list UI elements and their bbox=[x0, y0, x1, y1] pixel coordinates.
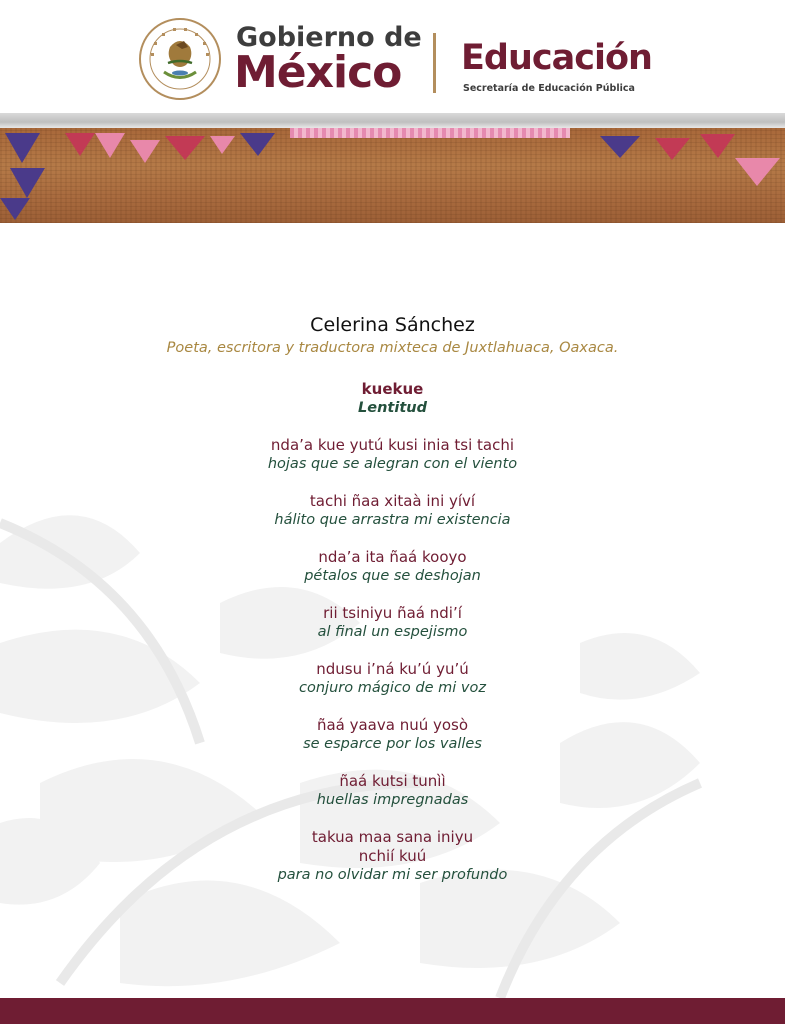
mexico-coat-of-arms-seal-icon bbox=[138, 17, 222, 101]
header-divider bbox=[433, 33, 436, 93]
gobierno-de-text: Gobierno de bbox=[236, 22, 422, 53]
verse-spanish: al final un espejismo bbox=[317, 624, 468, 640]
poem-content bbox=[0, 312, 785, 885]
poem-title-mixteco: kuekue bbox=[361, 380, 424, 398]
verse-mixteco: ndusu i’ná ku’ú yu’ú bbox=[316, 660, 469, 678]
textile-pattern bbox=[0, 128, 785, 223]
stanza bbox=[0, 436, 785, 474]
verse-mixteco: tachi ñaa xitaà ini yíví bbox=[309, 492, 476, 510]
sep-subtitle: Secretaría de Educación Pública bbox=[463, 83, 635, 94]
stanza bbox=[0, 548, 785, 586]
verse-mixteco: nchií kuú bbox=[358, 847, 427, 865]
verse-mixteco: rii tsiniyu ñaá ndi’í bbox=[323, 604, 462, 622]
verse-mixteco: nda’a ita ñaá kooyo bbox=[318, 548, 467, 566]
stanza bbox=[0, 604, 785, 642]
verse-spanish: hálito que arrastra mi existencia bbox=[274, 512, 511, 528]
stanza bbox=[0, 828, 785, 885]
stanza bbox=[0, 716, 785, 754]
verse-spanish: hojas que se alegran con el viento bbox=[267, 456, 518, 472]
mexico-text: México bbox=[234, 47, 402, 98]
poem-title-spanish: Lentitud bbox=[358, 400, 427, 416]
footer-bar bbox=[0, 998, 785, 1024]
verse-spanish: conjuro mágico de mi voz bbox=[299, 680, 486, 696]
header-shadow-bar bbox=[0, 113, 785, 128]
stanza bbox=[0, 492, 785, 530]
stanza bbox=[0, 660, 785, 698]
textile-banner-image bbox=[0, 128, 785, 223]
author-bio: Poeta, escritora y traductora mixteca de Juxtlahuaca, Oaxaca. bbox=[166, 340, 619, 356]
verse-spanish: pétalos que se deshojan bbox=[304, 568, 481, 584]
verse-spanish: se esparce por los valles bbox=[303, 736, 482, 752]
verse-mixteco: ñaá yaava nuú yosò bbox=[316, 716, 469, 734]
verse-mixteco: takua maa sana iniyu bbox=[311, 828, 474, 846]
stanza bbox=[0, 772, 785, 810]
verse-spanish: huellas impregnadas bbox=[316, 792, 469, 808]
verse-mixteco: ñaá kutsi tunìì bbox=[339, 772, 446, 790]
verse-spanish: para no olvidar mi ser profundo bbox=[277, 867, 508, 883]
page-header bbox=[0, 0, 785, 128]
educacion-title: Educación bbox=[461, 38, 652, 78]
author-name: Celerina Sánchez bbox=[310, 314, 475, 336]
verse-mixteco: nda’a kue yutú kusi inia tsi tachi bbox=[270, 436, 515, 454]
